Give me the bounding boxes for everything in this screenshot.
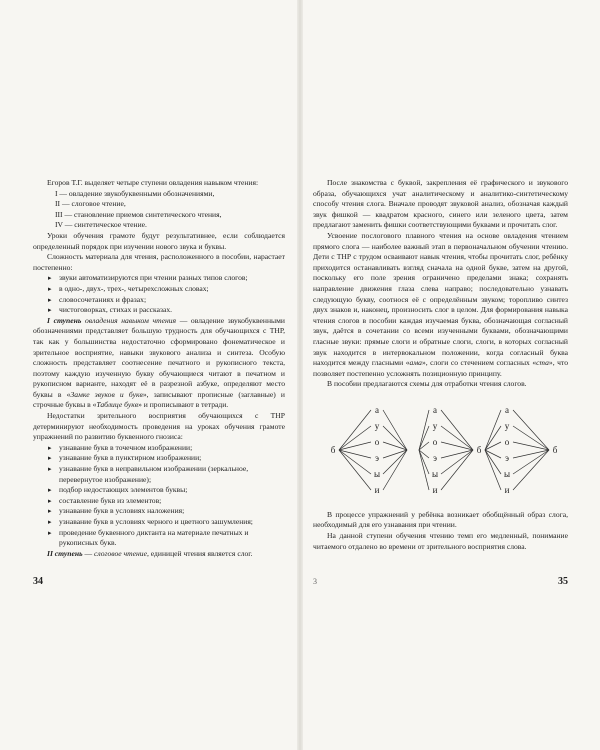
complexity-list (33, 273, 285, 315)
analysis-paragraph: После знакомства с буквой, закрепления её графического и звукового образа, обучающихся учат аналитическому и аналитико-синтетическому способу чтения слога. Вначале проводят звуковой анализ, обозначая каждый звук фишкой — квадратом красного, синего или зеленого цвета, затем предлагают заменить фишки соответствующими буквами и прочитать слог. (313, 178, 568, 230)
list-item: ▸ узнавание букв в точечном изображении; (59, 443, 285, 454)
vowel-letter: и (504, 484, 510, 495)
page-number-left: 34 (33, 576, 43, 587)
list-item: ▸ чистоговорках, стихах и рассказах. (59, 305, 285, 316)
list-item: ▸ узнавание букв в условиях наложения; (59, 506, 285, 517)
syllable-text-c: », что позволяет постепенно усложнять позиционную принципу. (313, 358, 568, 378)
consonant-letter: б (552, 444, 558, 455)
stage2-term: слоговое чтение (93, 548, 147, 558)
vowel-letter: а (433, 404, 437, 415)
book-gutter (297, 0, 303, 750)
page-number-right: 35 (558, 576, 568, 587)
list-item: ▸ узнавание букв в неправильном изображении (зеркальное, перевернутое изображение); (59, 464, 285, 485)
vowel-letter: и (374, 484, 380, 495)
syllable-text-b: », слоги со стечением согласных « (421, 358, 537, 368)
vowel-letter: у (374, 420, 380, 431)
list-item: ▸ узнавание букв в пунктирном изображении; (59, 453, 285, 464)
stage1-paragraph (33, 316, 285, 411)
list-item: ▸ звуки автоматизируются при чтении разных типов слогов; (59, 273, 285, 284)
vowel-letter: а (375, 404, 379, 415)
vowel-letter: о (374, 436, 380, 447)
stage2-paragraph: II ступень — слоговое чтение, единицей чтения является слог. (47, 548, 253, 558)
tempo-paragraph: На данной ступени обучения чтению темп его медленный, понимание читаемого отдалено во времени от зрительного восприятия слова. (313, 531, 568, 551)
list-item: ▸ подбор недостающих элементов буквы; (59, 485, 285, 496)
vowel-letter: у (504, 420, 510, 431)
complexity-paragraph: Сложность материала для чтения, расположенного в пособии, нарастает постепенно: (33, 252, 285, 272)
vowel-letter: э (433, 452, 437, 463)
intro-paragraph: Егоров Т.Г. выделяет четыре ступени овладения навыком чтения: (47, 178, 259, 187)
stage1-term: овладения навыком чтения (84, 315, 177, 325)
vowel-letter: ы (431, 468, 439, 479)
vowel-letter: ы (373, 468, 381, 479)
syllable-paragraph (313, 231, 568, 379)
vowel-letter: ы (503, 468, 511, 479)
list-item: ▸ узнавание букв в условиях черного и цветного зашумления; (59, 517, 285, 528)
gnosis-paragraph: Недостатки зрительного восприятия обучающихся с ТНР детерминируют необходимость проведения на уроках обучения грамоте упражнений по развитию буквенного гнозиса: (33, 411, 285, 442)
lesson-paragraph: Уроки обучения грамоте будут результативнее, если соблюдается определенный порядок при изучении нового звука и буквы. (33, 230, 285, 251)
vowel-letter: о (504, 436, 510, 447)
example-ama: ама (409, 358, 422, 368)
list-item: ▸ в одно-, двух-, трех-, четырехсложных словах; (59, 284, 285, 295)
example-sta: ста (536, 358, 549, 368)
gnosis-list (33, 443, 285, 549)
stage2-label: II ступень (47, 548, 83, 558)
small-mark: 3 (313, 577, 317, 586)
vowel-letter: э (375, 452, 379, 463)
stage2-text: , единицей чтения является слог. (146, 548, 253, 558)
vowel-letter: у (432, 420, 438, 431)
stage1-text: — овладение звукобуквенными обозначениями представляет большую трудность для обучающихся с ТНР, так как у большинства недостаточно сформировано фонематическое и зрительное восприятие, навыки звукового анализа и синтеза. Особую сложность представляет соотнесение печатного и рукописного текста, поэтому каждую изученную букву обучающиеся читают в печатном и рукописном варианте, находят её в разрезной азбуке, определяют место буквы в « (33, 315, 285, 399)
book-title-castle: Замке звуков и букв (70, 389, 143, 399)
schemes-paragraph: В пособии предлагаются схемы для отработки чтения слогов. (327, 379, 527, 389)
vowel-letter: э (505, 452, 509, 463)
stage-item: I — овладение звукобуквенными обозначениями, (55, 188, 215, 198)
list-item: ▸ словосочетаниях и фразах; (59, 295, 285, 306)
vowel-letter: а (505, 404, 509, 415)
syllable-text-a: Усвоение послогового плавного чтения на основе овладения чтением прямого слога — наиболее важный этап в первоначальном обучении чтению. Дети с ТНР с трудом осваивают навык чтения, чтобы прочитать слог, ребёнку приходится останавливать взгляд сначала на одной букве, затем на другой, поскольку его поле зрения ограничено пределами знака; сохранять направление движения глаза слева направо; последовательно узнавать следующую букву, соотнося её с определённым звуком; торопливо синтез двух знаков и, наконец, произносить слог в целом. Для формирования навыка чтения слогов в пособии каждая изучаемая буква, обозначающая согласный звук, даётся в сочетании со всеми изученными буквами, обозначающими гласные звуки: прямые слоги и обратные слоги, слоги, в которых согласный звук находится в интервокальном положении, когда согласный буква находится между гласными « (313, 230, 568, 368)
vowel-letter: о (432, 436, 438, 447)
consonant-letter: б (330, 444, 336, 455)
stage1-end: » и прописывают в тетради. (138, 400, 229, 410)
left-page (33, 178, 285, 559)
image-paragraph: В процессе упражнений у ребёнка возникает обобщённый образ слога, необходимый для его узнавания при чтении. (313, 509, 568, 530)
stage1-mid: », записывают прописные (заглавные) и строчные буквы в « (33, 389, 285, 410)
list-item: ▸ проведение буквенного диктанта на материале печатных и рукописных букв. (59, 528, 285, 549)
right-page (313, 178, 568, 552)
stage1-label: I ступень (47, 315, 82, 325)
stage-item: IV — синтетическое чтение. (55, 220, 147, 230)
stage-item: III — становление приемов синтетического чтения, (55, 209, 222, 219)
book-title-table: Таблице букв (96, 400, 139, 410)
syllable-fan-diagram (313, 400, 568, 504)
stage-item: II — слоговое чтение, (55, 199, 126, 209)
vowel-letter: и (432, 484, 438, 495)
consonant-letter: б (476, 444, 482, 455)
list-item: ▸ составление букв из элементов; (59, 496, 285, 507)
